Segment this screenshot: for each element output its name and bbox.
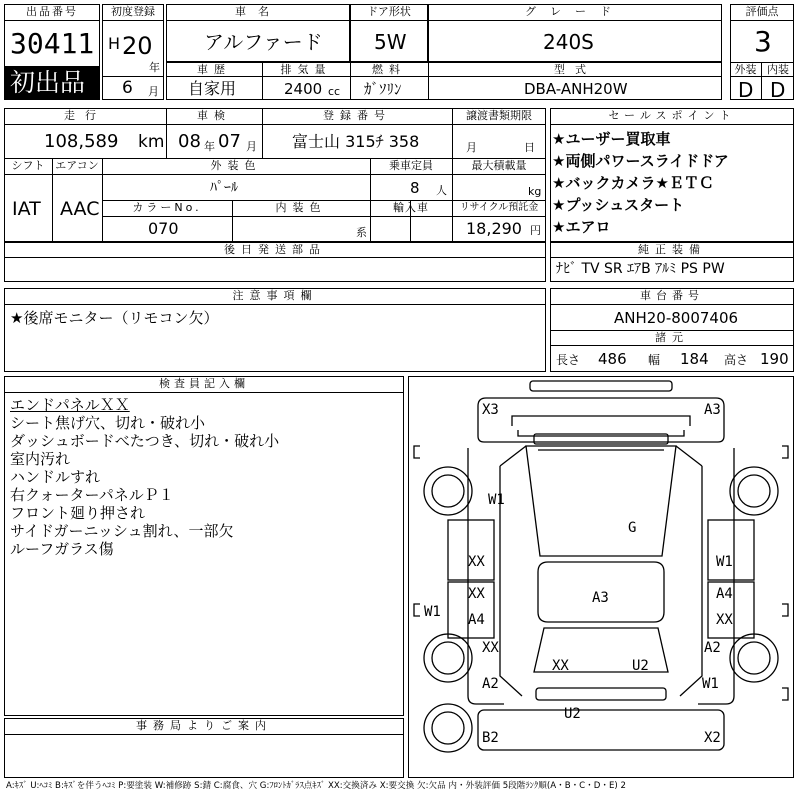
door-label: ドア形状 [367,5,411,18]
reg-month-unit: 月 [148,85,159,98]
damage-mark: A2 [704,640,721,656]
inspection-year-unit: 年 [204,140,215,153]
history-value: 自家用 [188,79,237,98]
ext-label: 外装 [734,63,757,76]
transfer-month-unit: 月 [466,141,477,154]
damage-mark: W1 [702,676,719,692]
fuel-label: 燃料 [372,63,406,76]
inspector-line: ハンドルすれ [10,468,101,486]
grade-label: グレード [525,5,625,18]
sales-points-label: セールスポイント [608,109,736,122]
chassis-value: ANH20-8007406 [614,309,739,327]
notes-value: ★後席モニター（リモコン欠） [10,309,219,327]
dims-label: 諸元 [655,331,689,344]
recycle-label: リサイクル預託金 [459,202,539,213]
damage-mark: XX [552,658,569,674]
load-unit: kg [528,185,542,198]
int-label: 内装 [767,63,789,76]
plate-value: 富士山 315ﾁ 358 [292,132,420,151]
damage-mark: XX [468,554,485,570]
damage-mark: X3 [482,402,499,418]
car-diagram [408,376,794,778]
inspection-year: 08 [178,131,201,152]
inspector-label: 検査員記入欄 [159,377,249,390]
inspection-label: 車検 [197,109,231,122]
inspector-line: ルーフガラス傷 [10,540,114,558]
history-label: 車歴 [197,63,231,76]
damage-mark: U2 [632,658,649,674]
disp-label: 排気量 [280,63,332,76]
score-value: 3 [754,25,772,58]
damage-mark: A4 [716,586,733,602]
equipment-value: ﾅﾋﾞ TV SR ｴｱB ｱﾙﾐ PS PW [556,261,725,277]
inspection-month-unit: 月 [246,140,257,153]
capacity-label: 乗車定員 [389,159,433,172]
import-label: 輸入車 [393,201,429,214]
inspector-lines [10,396,400,558]
name-label: 車名 [235,5,281,18]
recycle-unit: 円 [530,224,541,237]
transfer-label: 譲渡書類期限 [466,109,532,122]
dims-len-value: 486 [598,350,627,368]
dims-len-label: 長さ [556,353,581,367]
mileage-label: 走行 [64,109,106,122]
recycle-value: 18,290 [466,219,522,238]
damage-mark: A3 [704,402,721,418]
inspector-line: ダッシュボードべたつき、切れ・破れ小 [10,432,280,450]
model-label: 型式 [554,63,596,76]
interior-unit: 系 [356,226,367,239]
sales-point: ★両側パワースライドドア [552,152,729,170]
damage-mark: W1 [716,554,733,570]
capacity-value: 8 [410,179,420,197]
inspector-line: 室内汚れ [10,450,71,468]
plate-label: 登録番号 [323,109,391,122]
equipment-label: 純正装備 [638,243,706,256]
damage-mark: A3 [592,590,609,606]
first-listing-text: 初出品 [10,68,86,97]
reg-month: 6 [122,78,133,98]
sales-points-list [552,128,792,238]
sales-point: ★エアロ [552,218,611,236]
ext-value: D [738,78,754,102]
ac-value: AAC [60,198,100,220]
transfer-day-unit: 日 [524,141,535,154]
model-value: DBA-ANH20W [524,80,628,98]
inspector-line: フロント廻り押され [10,504,146,522]
color-label: 外装色 [210,159,262,172]
shift-value: IAT [12,198,41,220]
interior-label: 内装色 [275,201,327,214]
damage-mark: W1 [488,492,505,508]
score-label: 評価点 [745,5,779,18]
door-value: 5W [374,30,407,54]
ac-label: エアコン [55,159,99,172]
sales-point: ★ユーザー買取車 [552,130,671,148]
reg-year: 20 [122,32,153,60]
grade-value: 240S [543,30,594,54]
sales-point: ★プッシュスタート [552,196,685,214]
color-value: ﾊﾟｰﾙ [210,180,238,196]
sales-point: ★バックカメラ★ＥＴＣ [552,174,714,192]
inspection-month: 07 [218,131,241,152]
chassis-label: 車台番号 [640,289,704,302]
damage-mark: A4 [468,612,485,628]
damage-mark: A2 [482,676,499,692]
colorno-label: カラーNo. [132,201,202,214]
mileage-value: 108,589 [44,131,119,152]
dims-wid-label: 幅 [648,353,661,367]
dims-hgt-value: 190 [760,350,789,368]
later-parts-label: 後日発送部品 [224,243,326,256]
shift-label: シフト [11,159,45,172]
colorno-value: 070 [148,219,179,238]
inspector-line: エンドパネルＸＸ [10,396,130,414]
capacity-unit: 人 [436,184,447,197]
legend-text: A:ｷｽﾞ U:ﾍｺﾐ B:ｷｽﾞを伴うﾍｺﾐ P:要塗装 W:補修跡 S:錆 C:腐食、穴 G:ﾌﾛﾝﾄｶﾞﾗｽ点ｷｽﾞ XX:交換済み X:要交換 欠:欠品 内・外装評価 5段階ﾗﾝｸ順(A・B・C・D・E) 2 [6,781,626,791]
int-value: D [770,78,786,102]
inspector-line: サイドガーニッシュ割れ、一部欠 [10,522,234,540]
damage-mark: G [628,520,637,536]
lot-number: 30411 [10,27,95,60]
vehicle-info-panel [4,108,546,242]
damage-mark: B2 [482,730,499,746]
reg-era: H [108,34,121,53]
reg-label: 初度登録 [111,5,155,18]
dims-wid-value: 184 [680,350,709,368]
office-label: 事務局よりご案内 [136,719,272,732]
load-label: 最大積載量 [471,159,527,172]
disp-unit: cc [328,85,341,98]
damage-mark: W1 [424,604,441,620]
fuel-value: ｶﾞｿﾘﾝ [364,80,402,98]
damage-mark: X2 [704,730,721,746]
inspector-line: シート焦げ穴、切れ・破れ小 [10,414,206,432]
damage-mark: XX [468,586,485,602]
mileage-unit: km [138,132,165,152]
notes-label: 注意事項欄 [232,289,318,302]
lot-label: 出品番号 [26,5,78,18]
disp-value: 2400 [284,80,323,98]
damage-mark: U2 [564,706,581,722]
reg-year-unit: 年 [149,61,160,74]
dims-hgt-label: 高さ [724,353,749,367]
name-value: アルファード [204,30,323,54]
inspector-line: 右クォーターパネルＰ１ [10,486,174,504]
damage-mark: XX [482,640,499,656]
damage-mark: XX [716,612,733,628]
